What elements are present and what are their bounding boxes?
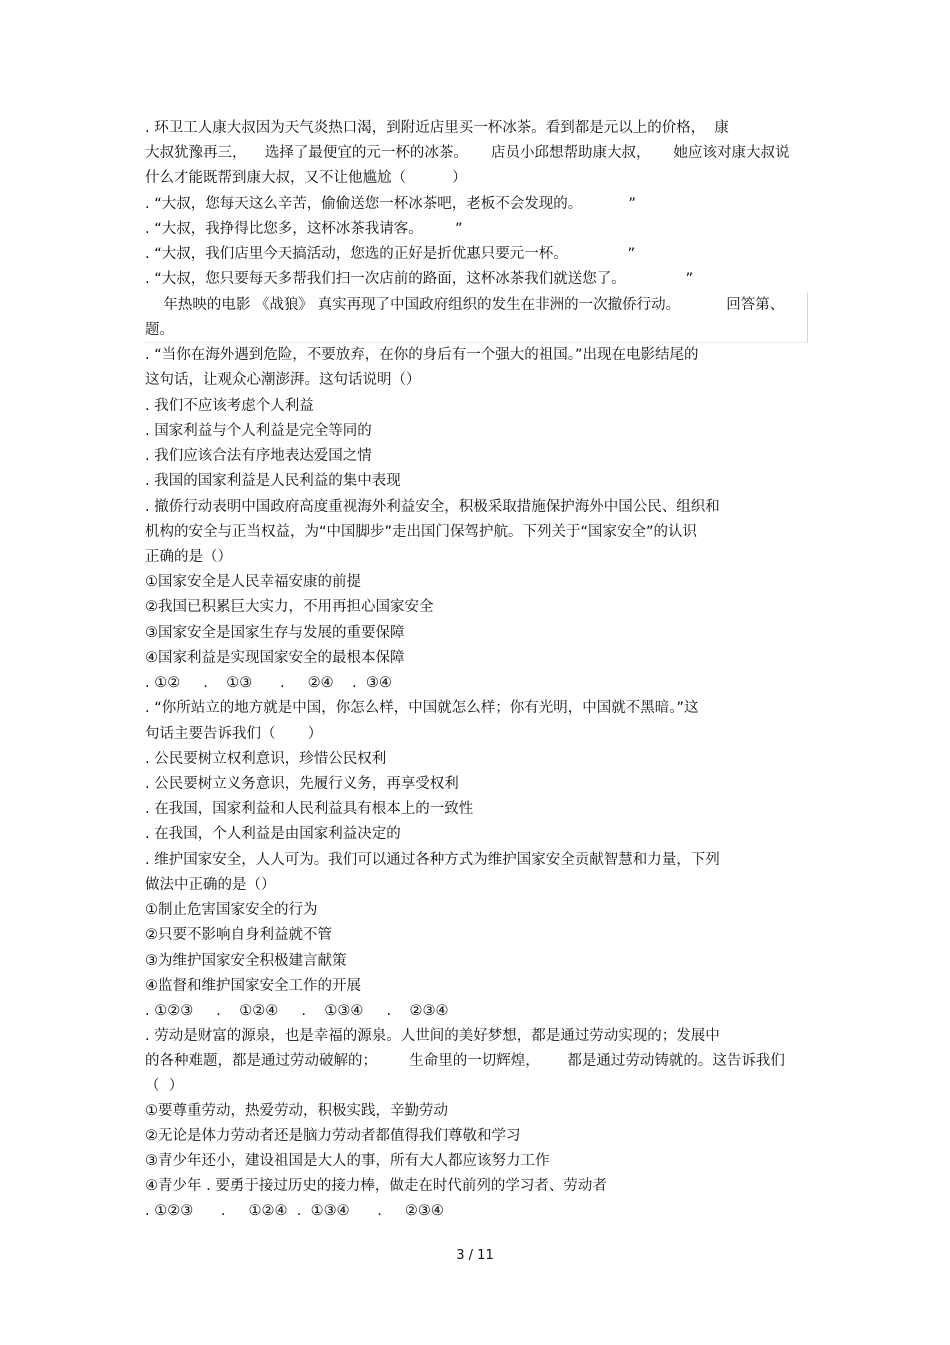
statement-item: ③为维护国家安全积极建言献策 (145, 953, 347, 969)
statement-item: ④青少年 . 要勇于接过历史的接力棒，做走在时代前列的学习者、劳动者 (145, 1178, 607, 1194)
answer-option: . 在我国，国家利益和人民利益具有根本上的一致性 (145, 801, 474, 817)
statement-item: ③国家安全是国家生存与发展的重要保障 (145, 625, 405, 641)
question-stem: . 维护国家安全，人人可为。我们可以通过各种方式为维护国家安全贡献智慧和力量，下列 (145, 852, 720, 868)
answer-option: . 我国的国家利益是人民利益的集中表现 (145, 473, 401, 489)
question-stem: （ ） (145, 1078, 184, 1094)
question-stem: 的各种难题，都是通过劳动破解的； 生命里的一切辉煌， 都是通过劳动铸就的。这告诉我们 (145, 1053, 785, 1069)
question-stem: 做法中正确的是（） (145, 877, 276, 893)
question-stem: . 劳动是财富的源泉，也是幸福的源泉。人世间的美好梦想，都是通过劳动实现的；发展中 (145, 1028, 720, 1044)
answer-options-row: . ①② . ①③ . ②④ . ③④ (145, 675, 392, 691)
page-number: 3 / 11 (456, 1248, 494, 1263)
answer-option: . “大叔，您只要每天多帮我们扫一次店前的路面，这杯冰茶我们就送您了。 ” (145, 271, 694, 287)
statement-item: ②我国已积累巨大实力，不用再担心国家安全 (145, 599, 434, 615)
statement-item: ④国家利益是实现国家安全的最根本保障 (145, 650, 405, 666)
statement-item: ①国家安全是人民幸福安康的前提 (145, 574, 361, 590)
question-stem: . 环卫工人康大叔因为天气炎热口渴，到附近店里买一杯冰茶。看到都是元以上的价格， 康 (145, 120, 729, 136)
answer-option: . “大叔，我挣得比您多，这杯冰茶我请客。 ” (145, 221, 463, 237)
answer-options-row: . ①②③ . ①②④ . ①③④ . ②③④ (145, 1203, 444, 1219)
question-stem: 句话主要告诉我们（ ） (145, 726, 323, 742)
question-stem: 这句话，让观众心潮澎湃。这句话说明（） (145, 372, 421, 388)
passage-intro: 题。 (145, 322, 174, 338)
question-stem: . “你所站立的地方就是中国，你怎么样，中国就怎么样；你有光明，中国就不黑暗。”这 (145, 700, 699, 716)
statement-item: ①要尊重劳动，热爱劳动，积极实践，辛勤劳动 (145, 1103, 448, 1119)
question-stem: 什么才能既帮到康大叔，又不让他尴尬（ ） (145, 170, 467, 186)
answer-option: . 国家利益与个人利益是完全等同的 (145, 423, 372, 439)
question-stem: . 撤侨行动表明中国政府高度重视海外利益安全，积极采取措施保护海外中国公民、组织和 (145, 499, 720, 515)
answer-option: . 我们应该合法有序地表达爱国之情 (145, 448, 372, 464)
answer-option: . 我们不应该考虑个人利益 (145, 398, 314, 414)
statement-item: ①制止危害国家安全的行为 (145, 902, 318, 918)
answer-option: . 公民要树立义务意识，先履行义务，再享受权利 (145, 776, 459, 792)
statement-item: ③青少年还小，建设祖国是大人的事，所有大人都应该努力工作 (145, 1153, 550, 1169)
question-stem: 正确的是（） (145, 549, 232, 565)
answer-option: . “大叔，我们店里今天搞活动，您选的正好是折优惠只要元一杯。 ” (145, 246, 636, 262)
question-stem: 大叔犹豫再三， 选择了最便宜的元一杯的冰茶。 店员小邱想帮助康大叔， 她应该对康大叔说 (145, 145, 790, 161)
answer-options-row: . ①②③ . ①②④ . ①③④ . ②③④ (145, 1003, 449, 1019)
answer-option: . “大叔，您每天这么辛苦，偷偷送您一杯冰茶吧，老板不会发现的。 ” (145, 196, 636, 212)
answer-option: . 在我国，个人利益是由国家利益决定的 (145, 826, 401, 842)
answer-option: . 公民要树立权利意识，珍惜公民权利 (145, 751, 387, 767)
question-stem: 机构的安全与正当权益，为“中国脚步”走出国门保驾护航。下列关于“国家安全”的认识 (145, 524, 698, 540)
statement-item: ④监督和维护国家安全工作的开展 (145, 978, 361, 994)
statement-item: ②只要不影响自身利益就不管 (145, 927, 332, 943)
statement-item: ②无论是体力劳动者还是脑力劳动者都值得我们尊敬和学习 (145, 1128, 521, 1144)
passage-intro: 年热映的电影 《战狼》 真实再现了中国政府组织的发生在非洲的一次撤侨行动。 回答第、 (145, 297, 785, 313)
question-stem: . “当你在海外遇到危险，不要放弃，在你的身后有一个强大的祖国。”出现在电影结尾的 (145, 347, 699, 363)
